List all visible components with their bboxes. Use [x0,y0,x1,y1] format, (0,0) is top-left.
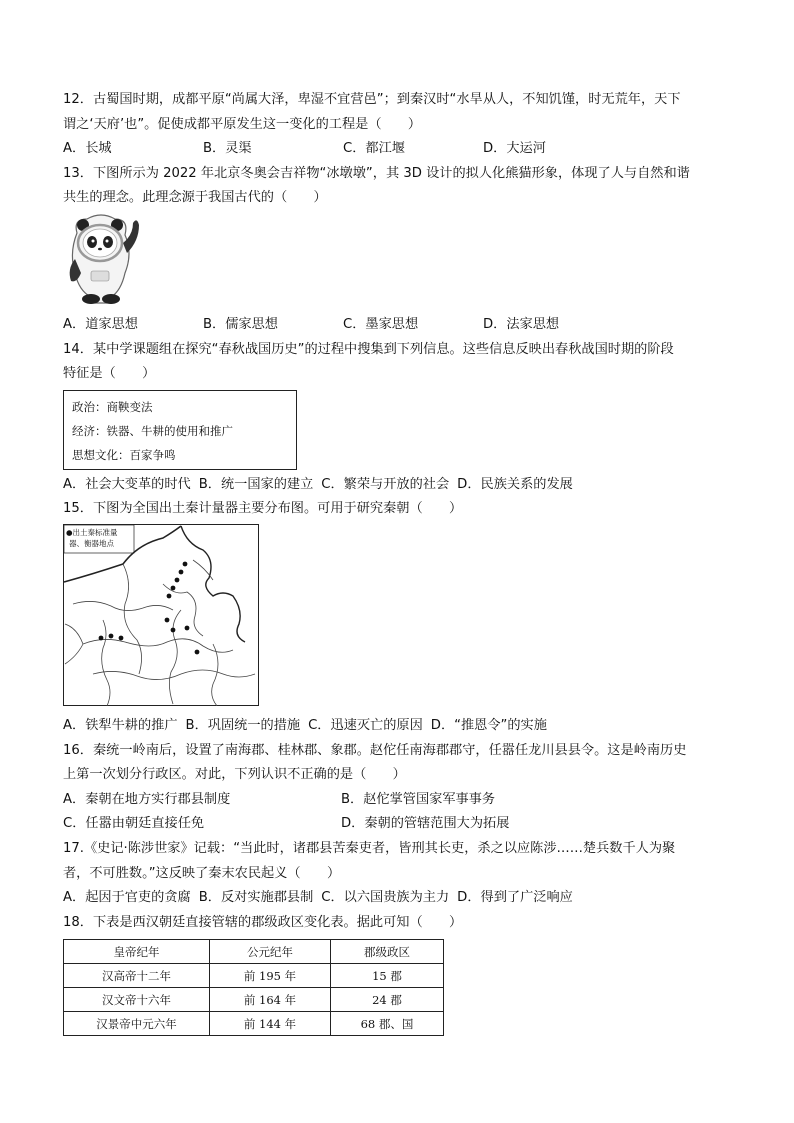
exam-page [63,88,735,1036]
q13-option-b[interactable]: B．儒家思想 [203,316,278,332]
q14-option-d[interactable]: D．民族关系的发展 [457,476,573,492]
q17-option-d[interactable]: D．得到了广泛响应 [457,890,573,906]
q14-option-a[interactable]: A．社会大变革的时代 [63,476,191,492]
table-cell: 前 164 年 [210,988,331,1012]
table-cell: 24 郡 [331,988,444,1012]
q14-info-culture: 思想文化：百家争鸣 [72,447,176,462]
q14-options [63,473,735,498]
q15-map [63,524,735,710]
q17-option-c[interactable]: C．以六国贵族为主力 [321,890,450,906]
q16-options-row2 [63,812,735,837]
q16-stem-line2: 上第一次划分行政区。对此，下列认识不正确的是（ ） [63,767,406,783]
table-header: 皇帝纪年 [64,940,210,964]
table-cell: 前 195 年 [210,964,331,988]
q12-stem-line1: 12．古蜀国时期，成都平原“尚属大泽，卑湿不宜营邑”；到秦汉时“水旱从人，不知饥馑，时无荒年，天下 [63,92,681,107]
table-header: 公元纪年 [210,940,331,964]
q15-option-d[interactable]: D．“推恩令”的实施 [430,717,547,733]
table-row [64,964,444,988]
q17-stem-line2: 者，不可胜数。”这反映了秦末农民起义（ ） [63,865,341,881]
q13-stem-line1: 13．下图所示为 2022 年北京冬奥会吉祥物“冰墩墩”，其 3D 设计的拟人化熊猫形象，体现了人与自然和谐 [63,165,690,181]
table-cell: 汉文帝十六年 [64,988,210,1012]
q15-option-a[interactable]: A．铁犁牛耕的推广 [63,717,178,733]
q14-info-politics: 政治：商鞅变法 [72,399,153,414]
table-header-row [64,940,444,964]
q13-option-a[interactable]: A．道家思想 [63,316,138,332]
q14-option-c[interactable]: C．繁荣与开放的社会 [321,476,450,492]
table-row [64,1012,444,1036]
q16-option-b[interactable]: B．赵佗掌管国家军事事务 [341,791,496,807]
q17-options [63,886,735,911]
q12-options [63,137,735,162]
table-cell: 汉高帝十二年 [64,964,210,988]
q12-option-c[interactable]: C．都江堰 [343,141,405,157]
q16-stem-line1: 16．秦统一岭南后，设置了南海郡、桂林郡、象郡。赵佗任南海郡郡守，任嚣任龙川县县令。这是岭南历史 [63,742,687,758]
table-row [64,988,444,1012]
q16-option-a[interactable]: A．秦朝在地方实行郡县制度 [63,791,231,807]
q15-option-c[interactable]: C．迅速灭亡的原因 [308,717,423,733]
q12-stem-line2: 谓之‘天府’也”。促使成都平原发生这一变化的工程是（ ） [63,116,422,132]
mascot-image [63,213,735,309]
qin-measure-distribution-map [63,524,259,706]
q16-option-c[interactable]: C．任嚣由朝廷直接任免 [63,816,205,832]
table-cell: 15 郡 [331,964,444,988]
q13-stem-line2: 共生的理念。此理念源于我国古代的（ ） [63,190,327,206]
q14-stem-line1: 14．某中学课题组在探究“春秋战国历史”的过程中搜集到下列信息。这些信息反映出春秋战国时期的阶段 [63,341,674,357]
q16-options-row1 [63,788,735,813]
q15-stem-line1: 15．下图为全国出土秦计量器主要分布图。可用于研究秦朝（ ） [63,501,463,517]
q18-stem-line1: 18．下表是西汉朝廷直接管辖的郡级政区变化表。据此可知（ ） [63,914,463,930]
q18-table [63,939,444,1036]
table-header: 郡级政区 [331,940,444,964]
map-legend-line2: 器、衡器地点 [69,538,114,548]
q14-info-box [63,390,297,470]
q14-stem-line2: 特征是（ ） [63,366,156,382]
table-cell: 前 144 年 [210,1012,331,1036]
q12-option-a[interactable]: A．长城 [63,141,112,157]
map-legend-line1: ●出土秦标准量 [66,527,118,537]
q15-option-b[interactable]: B．巩固统一的措施 [185,717,301,733]
q17-option-b[interactable]: B．反对实施郡县制 [198,890,314,906]
q14-option-b[interactable]: B．统一国家的建立 [198,476,314,492]
q12-option-b[interactable]: B．灵渠 [203,141,252,157]
panda-mascot-illustration [63,213,139,305]
q17-stem-line1: 17.《史记·陈涉世家》记载：“当此时，诸郡县苦秦吏者，皆刑其长吏，杀之以应陈涉……楚兵数千人为聚 [63,840,676,856]
q13-option-c[interactable]: C．墨家思想 [343,316,419,332]
q16-option-d[interactable]: D．秦朝的管辖范围大为拓展 [341,816,510,832]
q14-info-economy: 经济：铁器、牛耕的使用和推广 [72,423,233,438]
q13-options [63,313,735,338]
q17-option-a[interactable]: A．起因于官吏的贪腐 [63,890,191,906]
q13-option-d[interactable]: D．法家思想 [483,316,560,332]
table-cell: 68 郡、国 [331,1012,444,1036]
q15-options [63,714,735,739]
q12-option-d[interactable]: D．大运河 [483,141,546,157]
table-cell: 汉景帝中元六年 [64,1012,210,1036]
